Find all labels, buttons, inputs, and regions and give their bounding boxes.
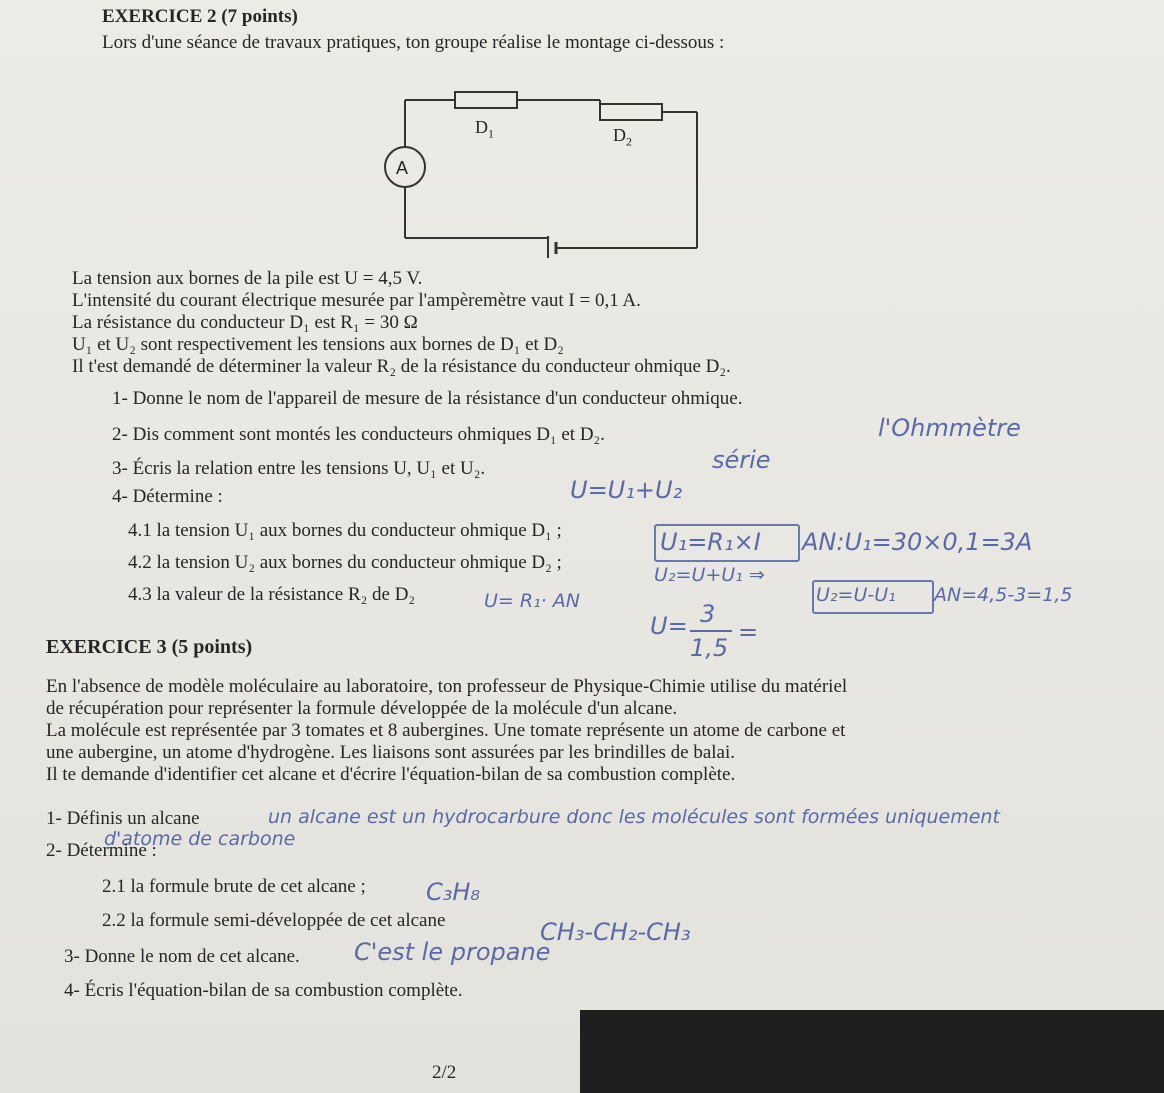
exercise2-title: EXERCICE 2 (7 points) bbox=[102, 6, 298, 27]
ex2-answer-4-1: U₁=R₁×I bbox=[660, 528, 761, 556]
ex3-para-4: une aubergine, un atome d'hydrogène. Les liaisons sont assurées par les brindilles de balai. bbox=[46, 742, 736, 763]
resistor-d2 bbox=[600, 104, 662, 120]
ex3-para-3: La molécule est représentée par 3 tomates et 8 aubergines. Une tomate représente un atome de carbone et bbox=[46, 720, 846, 741]
exercise2-intro: Lors d'une séance de travaux pratiques, ton groupe réalise le montage ci-dessous : bbox=[102, 32, 725, 53]
ex2-answer-4-2: U₂=U-U₁ bbox=[816, 584, 896, 606]
ex3-question-4: 4- Écris l'équation-bilan de sa combustion complète. bbox=[64, 980, 463, 1001]
ex2-question-4: 4- Détermine : bbox=[112, 486, 223, 507]
data-line-3: La résistance du conducteur D₁ est R₁ = 30 Ω bbox=[72, 312, 418, 333]
ex2-answer-4-2-first: U₂=U+U₁ ⇒ bbox=[654, 564, 765, 586]
data-line-2: L'intensité du courant électrique mesurée par l'ampèremètre vaut I = 0,1 A. bbox=[72, 290, 641, 311]
d1-label: $D_1$ bbox=[475, 117, 494, 141]
ex3-para-1: En l'absence de modèle moléculaire au laboratoire, ton professeur de Physique-Chimie utilise du matériel bbox=[46, 676, 848, 697]
ex2-answer-4-3-denominator: 1,5 bbox=[690, 634, 729, 662]
ex3-question-1: 1- Définis un alcane bbox=[46, 808, 200, 829]
ex3-answer-3: C'est le propane bbox=[354, 938, 551, 966]
ex2-question-3: 3- Écris la relation entre les tensions U, U₁ et U₂. bbox=[112, 458, 486, 479]
ex2-answer-1: l'Ohmmètre bbox=[878, 414, 1021, 442]
fraction-bar bbox=[690, 630, 732, 632]
ex3-para-2: de récupération pour représenter la formule développée de la molécule d'un alcane. bbox=[46, 698, 678, 719]
ex3-answer-1-line2: d'atome de carbone bbox=[104, 828, 296, 850]
desk-background bbox=[580, 1010, 1164, 1093]
ex2-answer-2: série bbox=[712, 446, 771, 474]
ex2-answer-4-2-calc: AN=4,5-3=1,5 bbox=[934, 584, 1073, 606]
ammeter-label: A bbox=[396, 158, 409, 178]
d2-label: $D_2$ bbox=[613, 125, 632, 149]
ex2-answer-3: U=U₁+U₂ bbox=[570, 476, 683, 504]
ex2-question-4-1: 4.1 la tension U₁ aux bornes du conducteur ohmique D₁ ; bbox=[128, 520, 562, 541]
ex2-answer-4-3-first: U= R₁· AN bbox=[484, 590, 580, 612]
page-number: 2/2 bbox=[432, 1062, 457, 1083]
ex2-question-4-2: 4.2 la tension U₂ aux bornes du conducteur ohmique D₂ ; bbox=[128, 552, 562, 573]
ex2-answer-4-1-calc: AN:U₁=30×0,1=3A bbox=[802, 528, 1033, 556]
data-line-4: U₁ et U₂ sont respectivement les tensions aux bornes de D₁ et D₂ bbox=[72, 334, 564, 355]
ex3-question-2-1: 2.1 la formule brute de cet alcane ; bbox=[102, 876, 366, 897]
exercise3-title: EXERCICE 3 (5 points) bbox=[46, 636, 253, 658]
ex2-question-1: 1- Donne le nom de l'appareil de mesure de la résistance d'un conducteur ohmique. bbox=[112, 388, 743, 409]
ex3-question-3: 3- Donne le nom de cet alcane. bbox=[64, 946, 300, 967]
ex2-question-4-3: 4.3 la valeur de la résistance R₂ de D₂ bbox=[128, 584, 416, 605]
ex3-answer-2-2: CH₃-CH₂-CH₃ bbox=[540, 918, 691, 946]
ex3-para-5: Il te demande d'identifier cet alcane et d'écrire l'équation-bilan de sa combustion complète. bbox=[46, 764, 736, 785]
ex3-answer-2-1: C₃H₈ bbox=[426, 878, 481, 906]
ex2-answer-4-3-numerator: 3 bbox=[700, 600, 716, 628]
ex2-answer-4-3-tail: = bbox=[738, 618, 759, 646]
ex2-answer-4-3-eq: U= bbox=[650, 612, 688, 640]
ex3-question-2-2: 2.2 la formule semi-développée de cet alcane bbox=[102, 910, 446, 931]
resistor-d1 bbox=[455, 92, 517, 108]
ex3-question-2: 2- Détermine : bbox=[46, 840, 157, 861]
ex2-question-2: 2- Dis comment sont montés les conducteurs ohmiques D₁ et D₂. bbox=[112, 424, 605, 445]
data-line-1: La tension aux bornes de la pile est U = 4,5 V. bbox=[72, 268, 423, 289]
ex3-answer-1-line1: un alcane est un hydrocarbure donc les molécules sont formées uniquement bbox=[268, 806, 1000, 828]
data-line-5: Il t'est demandé de déterminer la valeur R₂ de la résistance du conducteur ohmique D₂. bbox=[72, 356, 731, 377]
